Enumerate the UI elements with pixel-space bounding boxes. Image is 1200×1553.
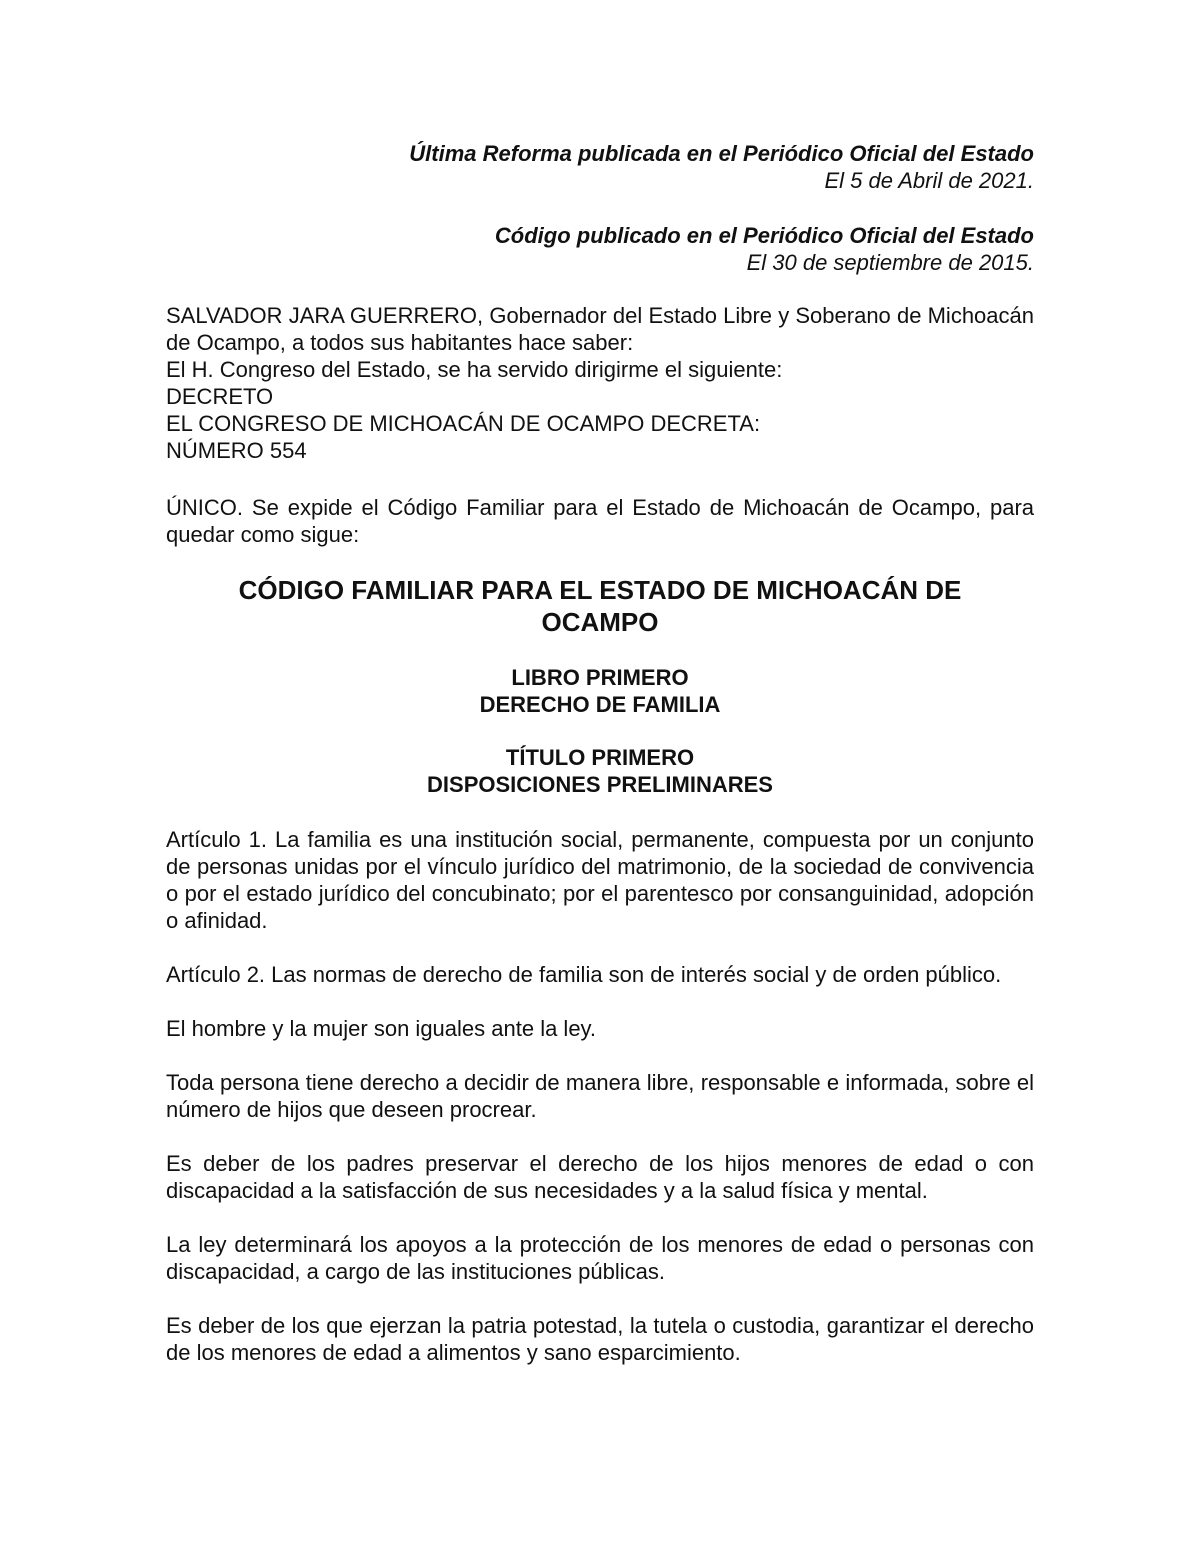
title-heading: [166, 744, 1034, 798]
book-number: LIBRO PRIMERO: [511, 665, 689, 690]
article-2-paragraph-support: La ley determinará los apoyos a la protección de los menores de edad o personas con discapacidad, a cargo de las instituciones públicas.: [166, 1232, 1034, 1284]
reform-date: El 5 de Abril de 2021.: [824, 168, 1034, 193]
book-heading: [166, 664, 1034, 718]
article-2-paragraph-equality: El hombre y la mujer son iguales ante la ley.: [166, 1016, 597, 1041]
article-2-paragraph-children: Toda persona tiene derecho a decidir de manera libre, responsable e informada, sobre el número de hijos que deseen procrear.: [166, 1070, 1034, 1122]
publication-header: [166, 222, 1034, 276]
book-name: DERECHO DE FAMILIA: [479, 692, 721, 717]
code-title-line-2: OCAMPO: [541, 607, 659, 637]
unico-paragraph: ÚNICO. Se expide el Código Familiar para el Estado de Michoacán de Ocampo, para quedar como sigue:: [166, 495, 1034, 547]
article-2: Artículo 2. Las normas de derecho de familia son de interés social y de orden público.: [166, 962, 1002, 987]
code-title-line-1: CÓDIGO FAMILIAR PARA EL ESTADO DE MICHOACÁN DE: [238, 575, 962, 605]
title-name: DISPOSICIONES PRELIMINARES: [427, 772, 773, 797]
decree-intro: [166, 302, 1034, 464]
decree-number: NÚMERO 554: [166, 438, 307, 463]
reform-header: [166, 140, 1034, 194]
title-number: TÍTULO PRIMERO: [505, 745, 695, 770]
publication-title: Código publicado en el Periódico Oficial del Estado: [494, 223, 1034, 248]
congress-line: El H. Congreso del Estado, se ha servido dirigirme el siguiente:: [166, 357, 783, 382]
article-2-paragraph-guardians: Es deber de los que ejerzan la patria potestad, la tutela o custodia, garantizar el derecho de los menores de edad a alimentos y sano esparcimiento.: [166, 1313, 1034, 1365]
governor-paragraph: SALVADOR JARA GUERRERO, Gobernador del Estado Libre y Soberano de Michoacán de Ocampo, a todos sus habitantes hace saber:: [166, 303, 1034, 355]
article-1: Artículo 1. La familia es una institución social, permanente, compuesta por un conjunto de personas unidas por el vínculo jurídico del matrimonio, de la sociedad de convivencia o por el estado jurídico del concubinato; por el parentesco por consanguinidad, adopción o afinidad.: [166, 827, 1034, 933]
code-title: [166, 574, 1034, 638]
article-2-paragraph-parents-duty: Es deber de los padres preservar el derecho de los hijos menores de edad o con discapacidad a la satisfacción de sus necesidades y a la salud física y mental.: [166, 1151, 1034, 1203]
reform-title: Última Reforma publicada en el Periódico Oficial del Estado: [409, 141, 1034, 166]
document-page: [166, 0, 1034, 1553]
congress-decrees-line: EL CONGRESO DE MICHOACÁN DE OCAMPO DECRETA:: [166, 411, 761, 436]
decreto-line: DECRETO: [166, 384, 274, 409]
publication-date: El 30 de septiembre de 2015.: [746, 250, 1034, 275]
articles-section: [166, 826, 1034, 1393]
